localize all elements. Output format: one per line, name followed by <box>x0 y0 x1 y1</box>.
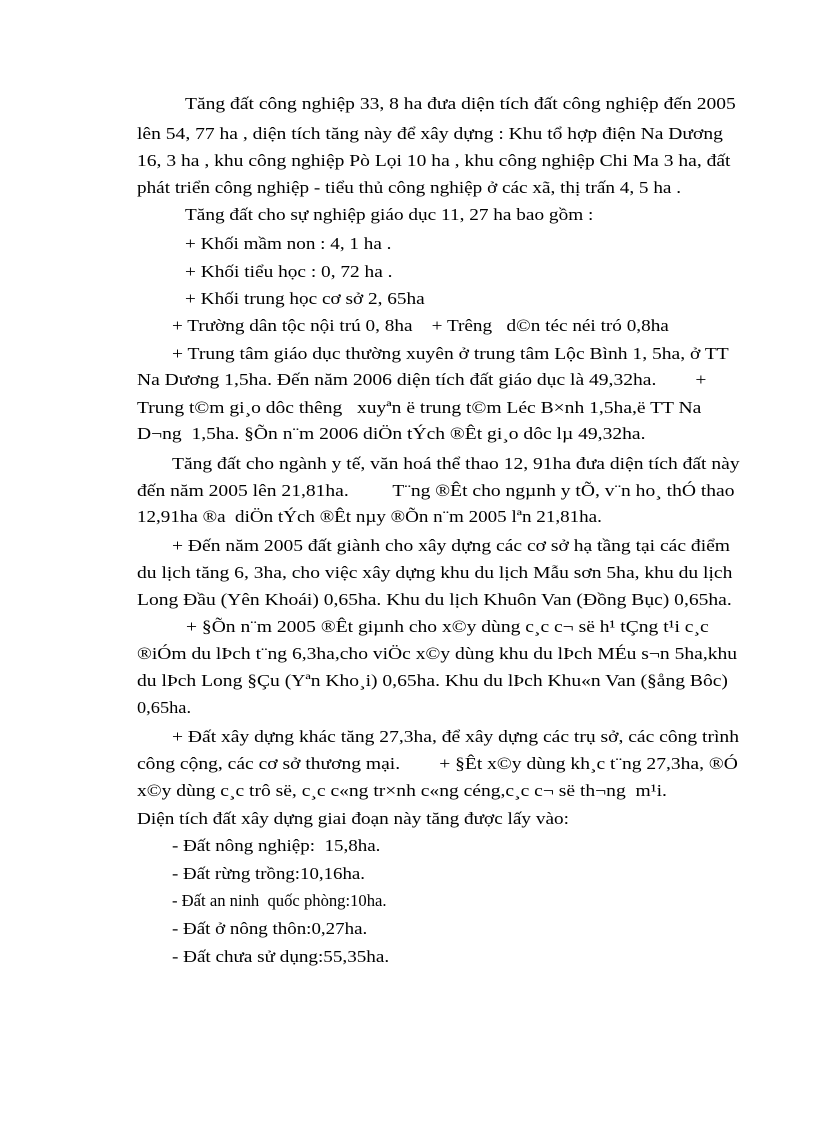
text-line: + Khối trung học cơ sở 2, 65ha <box>185 289 425 308</box>
text-line: công cộng, các cơ sở thương mại. + §Êt x©y dùng kh¸c t¨ng 27,3ha, ®Ó <box>137 754 738 773</box>
text-line: - Đất nông nghiệp: 15,8ha. <box>172 836 381 855</box>
text-line: 12,91ha ®a diÖn tÝch ®Êt nµy ®Õn n¨m 2005 lªn 21,81ha. <box>137 507 602 526</box>
text-line: Tăng đất cho ngành y tế, văn hoá thể thao 12, 91ha đưa diện tích đất này <box>172 454 740 473</box>
text-line: ®iÓm du lÞch t¨ng 6,3ha,cho viÖc x©y dùng khu du lÞch MÉu s¬n 5ha,khu <box>137 644 738 663</box>
text-line: + Trung tâm giáo dục thường xuyên ở trung tâm Lộc Bình 1, 5ha, ở TT <box>172 344 729 363</box>
text-line: + Khối tiểu học : 0, 72 ha . <box>185 262 393 281</box>
text-line: 0,65ha. <box>137 698 192 717</box>
text-line: - Đất ở nông thôn:0,27ha. <box>172 919 368 938</box>
text-line: Trung t©m gi¸o dôc thêng xuyªn ë trung t©m Léc B×nh 1,5ha,ë TT Na <box>137 398 702 417</box>
text-line: - Đất rừng trồng:10,16ha. <box>172 864 365 883</box>
text-line: + Đất xây dựng khác tăng 27,3ha, để xây dựng các trụ sở, các công trình <box>172 727 739 746</box>
text-line: lên 54, 77 ha , diện tích tăng này để xây dựng : Khu tổ hợp điện Na Dương <box>137 124 723 143</box>
text-line: - Đất chưa sử dụng:55,35ha. <box>172 947 390 966</box>
text-line: du lÞch Long §Çu (Yªn Kho¸i) 0,65ha. Khu du lÞch Khu«n Van (§ång Bôc) <box>137 671 728 690</box>
text-line: du lịch tăng 6, 3ha, cho việc xây dựng khu du lịch Mẫu sơn 5ha, khu du lịch <box>137 563 733 582</box>
text-line: x©y dùng c¸c trô së, c¸c c«ng tr×nh c«ng céng,c¸c c¬ së th¬ng m¹i. <box>137 781 667 800</box>
text-line: Long Đầu (Yên Khoái) 0,65ha. Khu du lịch Khuôn Van (Đồng Bục) 0,65ha. <box>137 590 732 609</box>
text-line: Tăng đất cho sự nghiệp giáo dục 11, 27 ha bao gồm : <box>185 205 594 224</box>
text-line: D¬ng 1,5ha. §Õn n¨m 2006 diÖn tÝch ®Êt gi¸o dôc lµ 49,32ha. <box>137 424 646 443</box>
text-line: - Đất an ninh quốc phòng:10ha. <box>172 891 387 910</box>
text-line: Tăng đất công nghiệp 33, 8 ha đưa diện tích đất công nghiệp đến 2005 <box>185 94 736 113</box>
text-line: Na Dương 1,5ha. Đến năm 2006 diện tích đất giáo dục là 49,32ha. + <box>137 370 707 389</box>
text-line: phát triển công nghiệp - tiểu thủ công nghiệp ở các xã, thị trấn 4, 5 ha . <box>137 178 682 197</box>
text-line: 16, 3 ha , khu công nghiệp Pò Lọi 10 ha , khu công nghiệp Chi Ma 3 ha, đất <box>137 151 731 170</box>
text-line: + Đến năm 2005 đất giành cho xây dựng các cơ sở hạ tầng tại các điểm <box>172 536 731 555</box>
text-line: + §Õn n¨m 2005 ®Êt giµnh cho x©y dùng c¸c c¬ së h¹ tÇng t¹i c¸c <box>186 617 709 636</box>
text-line: + Trường dân tộc nội trú 0, 8ha + Trêng d©n téc néi tró 0,8ha <box>172 316 669 335</box>
text-line: + Khối mầm non : 4, 1 ha . <box>185 234 392 253</box>
text-line: đến năm 2005 lên 21,81ha. T¨ng ®Êt cho ngµnh y tÕ, v¨n ho¸ thÓ thao <box>137 481 735 500</box>
text-line: Diện tích đất xây dựng giai đoạn này tăng được lấy vào: <box>137 809 569 828</box>
